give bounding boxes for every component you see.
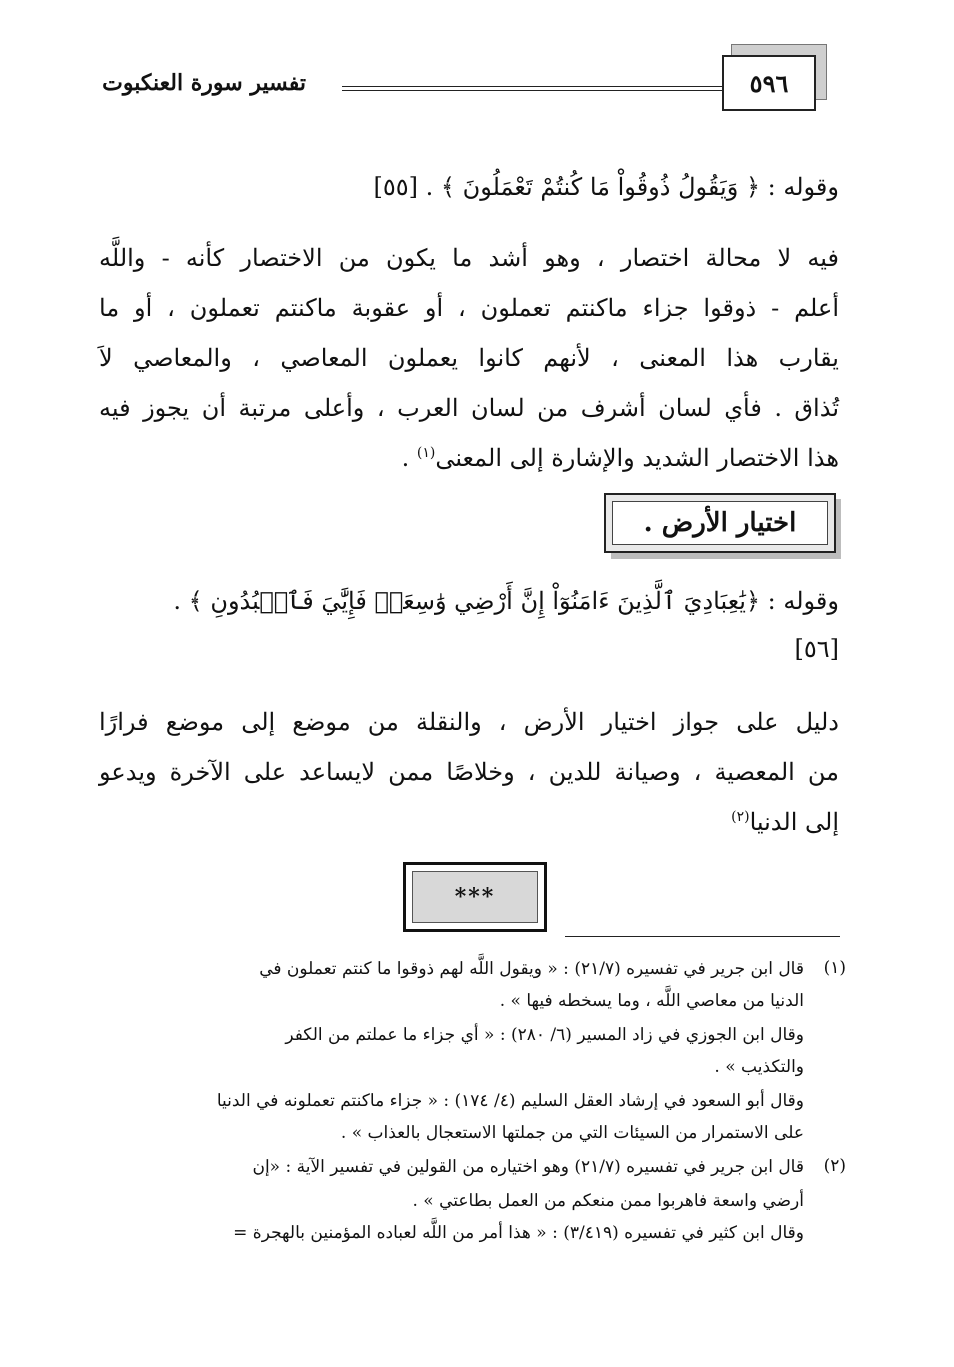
- paragraph-1-line-5: [99, 443, 839, 474]
- paragraph-2-line-2: من المعصية ، وصيانة للدين ، وخلاصًا ممن لايساعد على الآخرة ويدعو: [99, 758, 839, 786]
- header-rule: [342, 86, 722, 91]
- footnote-2-line-3: وقال ابن كثير في تفسيره (٣/٤١٩) : « هذا أمر من اللَّه لعباده المؤمنين بالهجرة =: [233, 1223, 804, 1243]
- footnote-1-line-3: وقال ابن الجوزي في زاد المسير (٦/ ٢٨٠) : « أي جزاء ما عملتم من الكفر: [285, 1025, 804, 1045]
- paragraph-1-end-mark: .: [401, 444, 417, 472]
- separator-box: [403, 862, 547, 932]
- paragraph-1-last-text: هذا الاختصار الشديد والإشارة إلى المعنى: [435, 444, 839, 472]
- paragraph-2-line-1: دليل على جواز اختيار الأرض ، والنقلة من موضع إلى موضع فرارًا: [99, 708, 839, 736]
- footnote-2-line-2: أرضي واسعة فاهربوا ممن منعكم من العمل بطاعتي » .: [412, 1191, 804, 1211]
- verse-55-line: وقوله : ﴿ وَيَقُولُ ذُوقُواْ مَا كُنتُمْ تَعْمَلُونَ ﴾ . [٥٥]: [373, 173, 839, 201]
- paragraph-1-line-1: فيه لا محالة اختصار ، وهو أشد ما يكون من الاختصار كأنه - واللَّه: [99, 244, 839, 272]
- footnote-2-number: (٢): [823, 1156, 846, 1176]
- separator-stars: ***: [412, 871, 538, 923]
- paragraph-2-last-text: إلى الدنيا: [749, 808, 839, 836]
- footnote-rule: [565, 936, 840, 937]
- footnote-1-line-6: على الاستمرار من السيئات التي من جملتها الاستعجال بالعذاب » .: [340, 1123, 804, 1143]
- page-number: ٥٩٦: [722, 55, 816, 111]
- paragraph-1-line-2: أعلم - ذوقوا جزاء ماكنتم تعملون ، أو عقوبة ماكنتم تعملون ، أو ما: [99, 294, 839, 322]
- paragraph-1-line-3: يقارب هذا المعنى ، لأنهم كانوا يعملون المعاصي ، والمعاصي لاَ: [99, 344, 839, 372]
- verse-56-line: وقوله : ﴿يَٰعِبَادِيَ ٱلَّذِينَ ءَامَنُوٓاْ إِنَّ أَرْضِي وَٰسِعَةٞ فَإِيَّٰيَ فَٱعۡبُدُونِ ﴾ .: [173, 587, 839, 615]
- footnote-ref-2: (٢): [731, 809, 750, 825]
- footnote-1-number: (١): [823, 958, 846, 978]
- section-heading: اختيار الأرض .: [612, 501, 828, 545]
- section-heading-box: [604, 493, 836, 553]
- verse-56-number: [٥٦]: [794, 635, 839, 663]
- footnote-1-line-4: والتكذيب » .: [714, 1057, 804, 1077]
- paragraph-2-line-3: [99, 807, 839, 838]
- footnote-1-line-2: الدنيا من معاصي اللَّه ، وما يسخطه فيها » .: [499, 991, 804, 1011]
- footnote-1-line-1: قال ابن جرير في تفسيره (٢١/٧) : « ويقول اللَّه لهم ذوقوا ما كنتم تعملون في: [259, 959, 804, 979]
- footnote-2-line-1: قال ابن جرير في تفسيره (٢١/٧) وهو اختياره من القولين في تفسير الآية : «إن: [252, 1157, 804, 1177]
- footnote-1-line-5: وقال أبو السعود في إرشاد العقل السليم (٤/ ١٧٤) : « جزاء ماكنتم تعملونه في الدنيا: [216, 1091, 804, 1111]
- running-header-title: تفسير سورة العنكبوت: [102, 70, 306, 96]
- paragraph-1-line-4: تُذاق . فأي لسان أشرف من لسان العرب ، وأعلى مرتبة أن يجوز فيه: [99, 394, 840, 422]
- footnote-ref-1: (١): [416, 445, 436, 461]
